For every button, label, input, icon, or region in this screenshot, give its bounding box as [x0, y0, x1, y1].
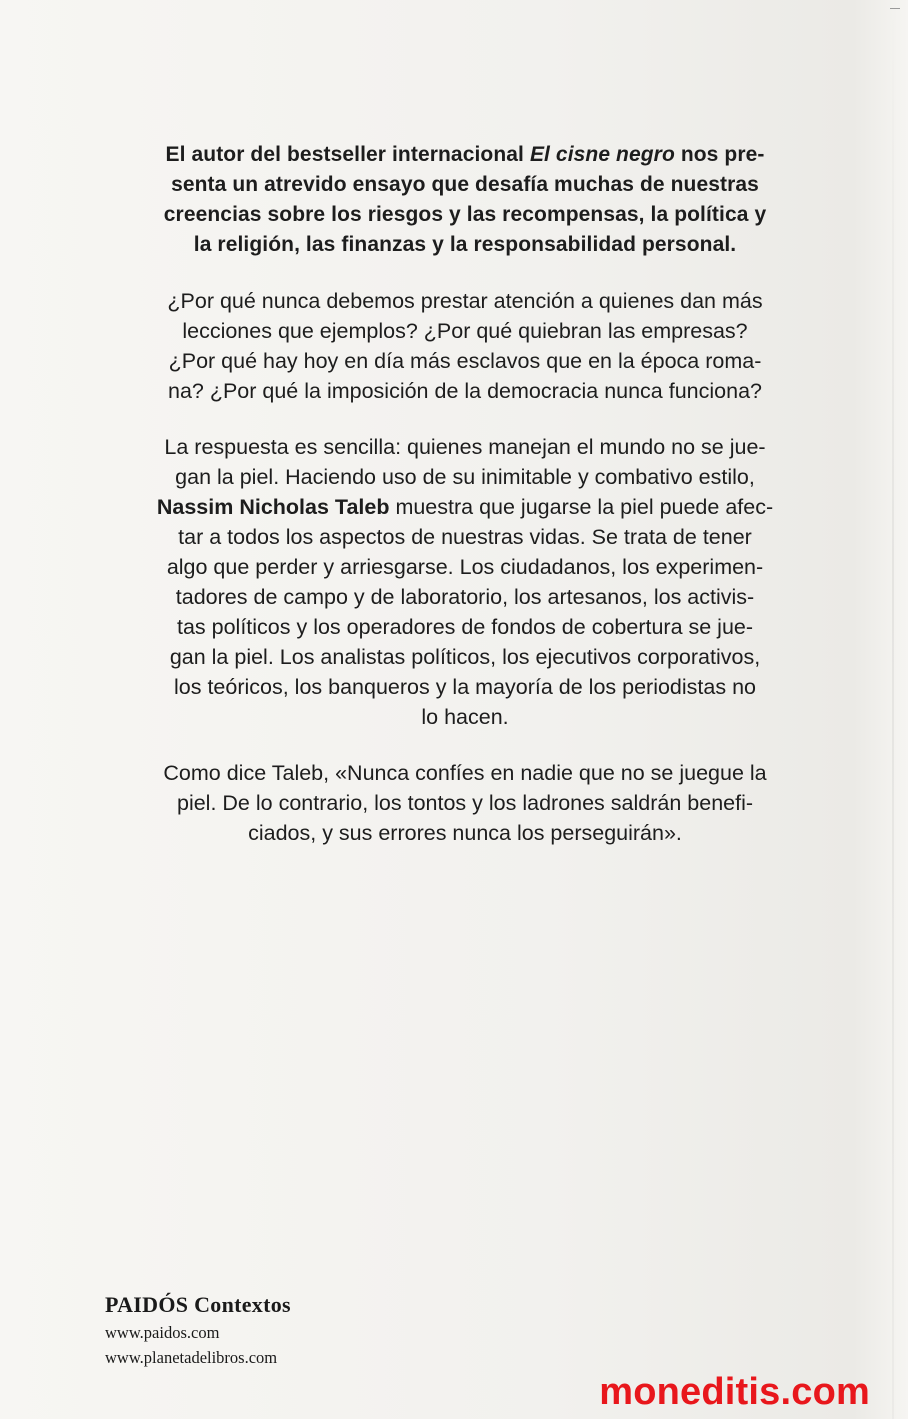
blurb-answer-line: La respuesta es sencilla: quienes manejan el mundo no se jue-: [164, 435, 766, 459]
blurb-questions-line: ¿Por qué nunca debemos prestar atención a quienes dan más: [167, 289, 763, 313]
blurb-lead-line: [110, 140, 820, 170]
blurb-answer-line: tadores de campo y de laboratorio, los artesanos, los activis-: [175, 585, 755, 609]
blurb-questions-line: lecciones que ejemplos? ¿Por qué quiebran las empresas?: [182, 319, 748, 343]
blurb-lead-line: senta un atrevido ensayo que desafía muchas de nuestras: [171, 173, 759, 196]
blurb-questions-line: na? ¿Por qué la imposición de la democracia nunca funciona?: [167, 379, 762, 403]
blurb-answer-line: tar a todos los aspectos de nuestras vidas. Se trata de tener: [178, 525, 752, 549]
blurb-quote-paragraph: [110, 758, 820, 848]
blurb-answer-line: lo hacen.: [421, 705, 509, 729]
blurb-quote-line: Como dice Taleb, «Nunca confíes en nadie que no se juegue la: [163, 761, 767, 785]
blurb-lead-paragraph: [110, 140, 820, 260]
blurb-answer-text: muestra que jugarse la piel puede afec-: [389, 495, 774, 519]
blurb-questions-line: ¿Por qué hay hoy en día más esclavos que en la época roma-: [168, 349, 762, 373]
blurb-quote-line: piel. De lo contrario, los tontos y los ladrones saldrán benefi-: [176, 791, 754, 815]
crop-mark: [890, 8, 900, 19]
blurb-lead-line: creencias sobre los riesgos y las recompensas, la política y: [163, 203, 767, 226]
publisher-block: [105, 1290, 291, 1370]
blurb-questions-paragraph: [110, 286, 820, 406]
publisher-url: www.paidos.com: [105, 1323, 220, 1342]
blurb-answer-paragraph: [110, 432, 820, 732]
blurb-lead-text: nos pre-: [674, 143, 765, 166]
back-cover-blurb: [110, 140, 820, 848]
blurb-answer-line: gan la piel. Haciendo uso de su inimitable y combativo estilo,: [175, 465, 755, 489]
book-title-reference: El cisne negro: [529, 143, 675, 166]
blurb-lead-line: la religión, las finanzas y la responsabilidad personal.: [193, 233, 737, 256]
blurb-answer-line: gan la piel. Los analistas políticos, los ejecutivos corporativos,: [169, 645, 761, 669]
blurb-answer-line: tas políticos y los operadores de fondos de cobertura se jue-: [176, 615, 754, 639]
blurb-answer-line: [110, 492, 820, 522]
watermark: moneditis.com: [599, 1371, 870, 1413]
publisher-url: www.planetadelibros.com: [105, 1348, 278, 1367]
blurb-answer-line: algo que perder y arriesgarse. Los ciudadanos, los experimen-: [166, 555, 764, 579]
author-name: Nassim Nicholas Taleb: [156, 495, 390, 519]
publisher-name: PAIDÓS Contextos: [105, 1292, 291, 1317]
blurb-answer-line: los teóricos, los banqueros y la mayoría de los periodistas no: [173, 675, 756, 699]
cover-edge-shadow: [892, 0, 894, 1419]
blurb-quote-line: ciados, y sus errores nunca los perseguirán».: [248, 821, 682, 845]
blurb-lead-text: El autor del bestseller internacional: [165, 143, 530, 166]
